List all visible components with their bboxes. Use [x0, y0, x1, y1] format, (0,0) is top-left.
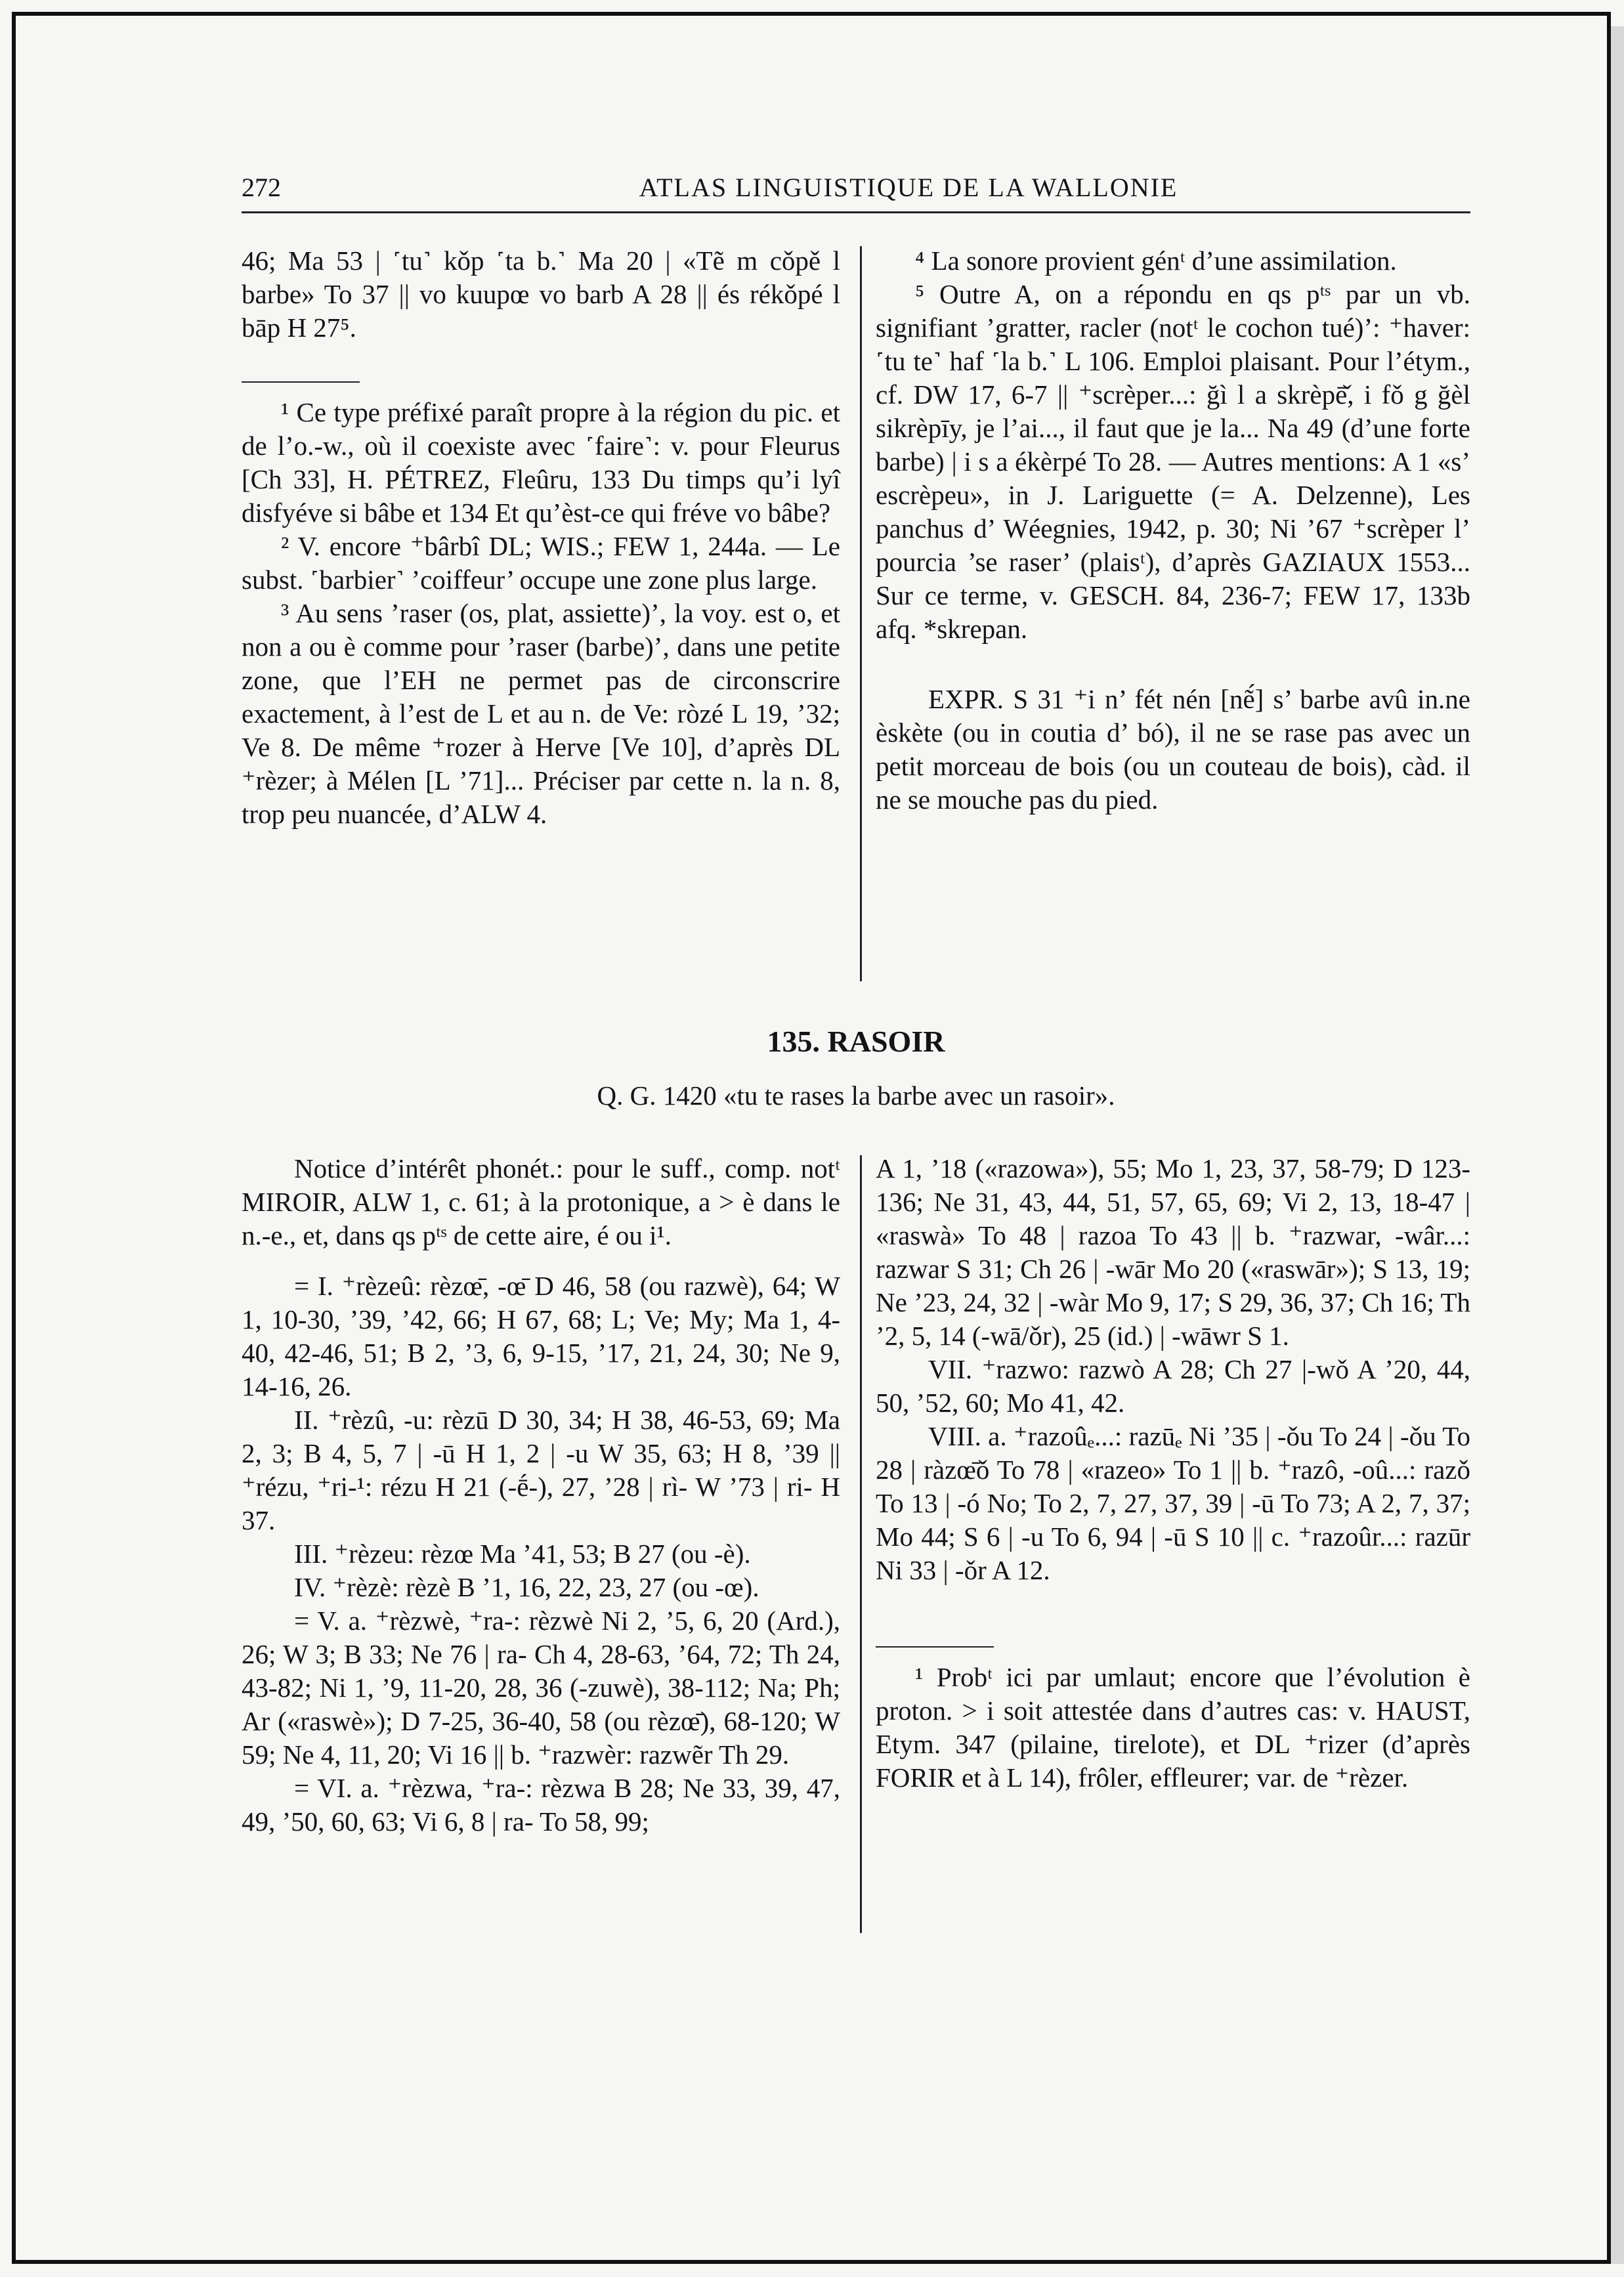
footnote-3: ³ Au sens ’raser (os, plat, assiette)’, la voy. est o, et non a ou è comme pour ’raser (barbe)’, dans une petite zone, que l’EH ne permet pas de circonscrire exactement, à l’est de L et au n. de Ve: ròzé L 19, ’32; Ve 8. De même ⁺rozer à Herve [Ve 10], d’après DL ⁺rèzer; à Mélen [L ’71]... Préciser par cette n. la n. 8, trop peu nuancée, d’ALW 4. [242, 598, 840, 829]
type-6: = VI. a. ⁺rèzwa, ⁺ra-: rèzwa B 28; Ne 33, 39, 47, 49, ’50, 60, 63; Vi 6, 8 | ra- To 58, 99; [242, 1773, 840, 1837]
footnote-rule [242, 381, 360, 383]
type-3: III. ⁺rèzeu: rèzœ Ma ’41, 53; B 27 (ou -è). [294, 1539, 751, 1569]
top-left-column [242, 244, 840, 831]
type-2: II. ⁺rèzû, -u: rèzū D 30, 34; H 38, 46-53, 69; Ma 2, 3; B 4, 5, 7 | -ū H 1, 2 | -u W 35, 63; H 8, ’39 || ⁺rézu, ⁺ri-¹: rézu H 21 (-ḗ-), 27, ’28 | rì- W ’73 | ri- H 37. [242, 1405, 840, 1535]
type-5: = V. a. ⁺rèzwè, ⁺ra-: rèzwè Ni 2, ’5, 6, 20 (Ard.), 26; W 3; B 33; Ne 76 | ra- Ch 4, 28-63, ’64, 72; Th 24, 43-82; Ni 1, ’9, 11-20, 28, 36 (-zuwè), 38-112; Na; Ph; Ar («raswè»); D 7-25, 36-40, 58 (ou rèzœ̄), 68-120; W 59; Ne 4, 11, 20; Vi 16 || b. ⁺razwèr: razwẽr Th 29. [242, 1606, 840, 1770]
running-title: ATLAS LINGUISTIQUE DE LA WALLONIE [639, 173, 1178, 202]
running-head [242, 172, 1470, 203]
section-title: 135. RASOIR [767, 1025, 945, 1058]
continued-paragraph: 46; Ma 53 | ˹tu˺ kǒp ˹ta b.˺ Ma 20 | «Tẽ m cǒpě l barbe» To 37 || vo kuupœ vo barb A 28 || és rékǒpé l bāp H 27⁵. [242, 245, 840, 343]
bottom-left-column [242, 1152, 840, 1839]
footnote-1: ¹ Ce type préfixé paraît propre à la région du pic. et de l’o.-w., où il coexiste avec ˹faire˺: v. pour Fleurus [Ch 33], H. PÉTREZ, Fleûru, 133 Du timps qu’i lyî disfyéve si bâbe et 134 Et qu’èst-ce qui fréve vo bâbe? [242, 397, 840, 528]
scan-shadow [1611, 26, 1624, 2264]
type-6-continued: A 1, ’18 («razowa»), 55; Mo 1, 23, 37, 58-79; D 123-136; Ne 31, 43, 44, 51, 57, 65, 69; Vi 2, 13, 18-47 | «raswà» To 48 | razoa To 43 || b. ⁺razwar, -wâr...: razwar S 31; Ch 26 | -wār Mo 20 («raswār»); S 13, 19; Ne ’23, 24, 32 | -wàr Mo 9, 17; S 29, 36, 37; Ch 16; Th ’2, 5, 14 (-wā/ǒr), 25 (id.) | -wāwr S 1. [876, 1153, 1470, 1351]
notice-paragraph: Notice d’intérêt phonét.: pour le suff., comp. notᵗ MIROIR, ALW 1, c. 61; à la protonique, a > è dans le n.-e., et, dans qs pᵗˢ de cette aire, é ou i¹. [242, 1153, 840, 1250]
bottom-right-column [876, 1152, 1470, 1795]
section-question: Q. G. 1420 «tu te rases la barbe avec un rasoir». [597, 1080, 1115, 1111]
top-right-column [876, 244, 1470, 817]
type-1: = I. ⁺rèzeû: rèzœ̄, -œ̄ D 46, 58 (ou razwè), 64; W 1, 10-30, ’39, ’42, 66; H 67, 68; L; Ve; My; Ma 1, 4-40, 42-46, 51; B 2, ’3, 6, 9-15, ’17, 21, 24, 30; Ne 9, 14-16, 26. [242, 1271, 840, 1401]
footnote-rule [876, 1646, 994, 1648]
page-number: 272 [242, 173, 281, 202]
expression-paragraph: EXPR. S 31 ⁺i n’ fét nén [nẽ́] s’ barbe avû in.ne èskète (ou in coutia d’ bó), il ne se rase pas avec un petit morceau de bois (ou un couteau de bois), càd. il ne se mouche pas du pied. [876, 684, 1470, 815]
type-4: IV. ⁺rèzè: rèzè B ’1, 16, 22, 23, 27 (ou -œ). [294, 1572, 759, 1602]
type-8: VIII. a. ⁺razoûₑ...: razūₑ Ni ’35 | -ǒu To 24 | -ǒu To 28 | ràzœ̄ǒ To 78 | «razeo» To 1 || b. ⁺razô, -oû...: razǒ To 13 | -ó No; To 2, 7, 27, 37, 39 | -ū To 73; A 2, 7, 37; Mo 44; S 6 | -u To 6, 94 | -ū S 10 || c. ⁺razoûr...: razūr Ni 33 | -ǒr A 12. [876, 1421, 1470, 1585]
type-7: VII. ⁺razwo: razwò A 28; Ch 27 |-wǒ A ’20, 44, 50, ’52, 60; Mo 41, 42. [876, 1354, 1470, 1418]
column-divider-bottom [860, 1155, 862, 1933]
footnote-4: ⁴ La sonore provient génᵗ d’une assimilation. [915, 245, 1397, 276]
footnote-5: ⁵ Outre A, on a répondu en qs pᵗˢ par un vb. signifiant ’gratter, racler (notᵗ le cochon tué)’: ⁺haver: ˹tu te˺ haf ˹la b.˺ L 106. Emploi plaisant. Pour l’étym., cf. DW 17, 6-7 || ⁺scrèper...: ğì l a skrèpē̌, i fǒ g ğèl sikrèpīy, je l’ai..., il faut que je la... Na 49 (d’une forte barbe) | i s a ékèrpé To 28. — Autres mentions: A 1 «s’ escrèpeu», in J. Lariguette (= A. Delzenne), Les panchus d’ Wéegnies, 1942, p. 30; Ni ’67 ⁺scrèper l’ pourcia ’se raser’ (plaisᵗ), d’après GAZIAUX 1553... Sur ce terme, v. GESCH. 84, 236-7; FEW 17, 133b afq. *skrepan. [876, 279, 1470, 644]
column-divider-top [860, 246, 862, 981]
footnote-2: ² V. encore ⁺bârbî DL; WIS.; FEW 1, 244a. — Le subst. ˹barbier˺ ’coiffeur’ occupe une zone plus large. [242, 531, 840, 595]
header-rule [242, 211, 1470, 213]
footnote-1-section: ¹ Probᵗ ici par umlaut; encore que l’évolution è proton. > i soit attestée dans d’autres cas: v. HAUST, Etym. 347 (pilaine, tirelote), et DL ⁺rizer (d’après FORIR et à L 14), frôler, effleurer; var. de ⁺rèzer. [876, 1662, 1470, 1793]
